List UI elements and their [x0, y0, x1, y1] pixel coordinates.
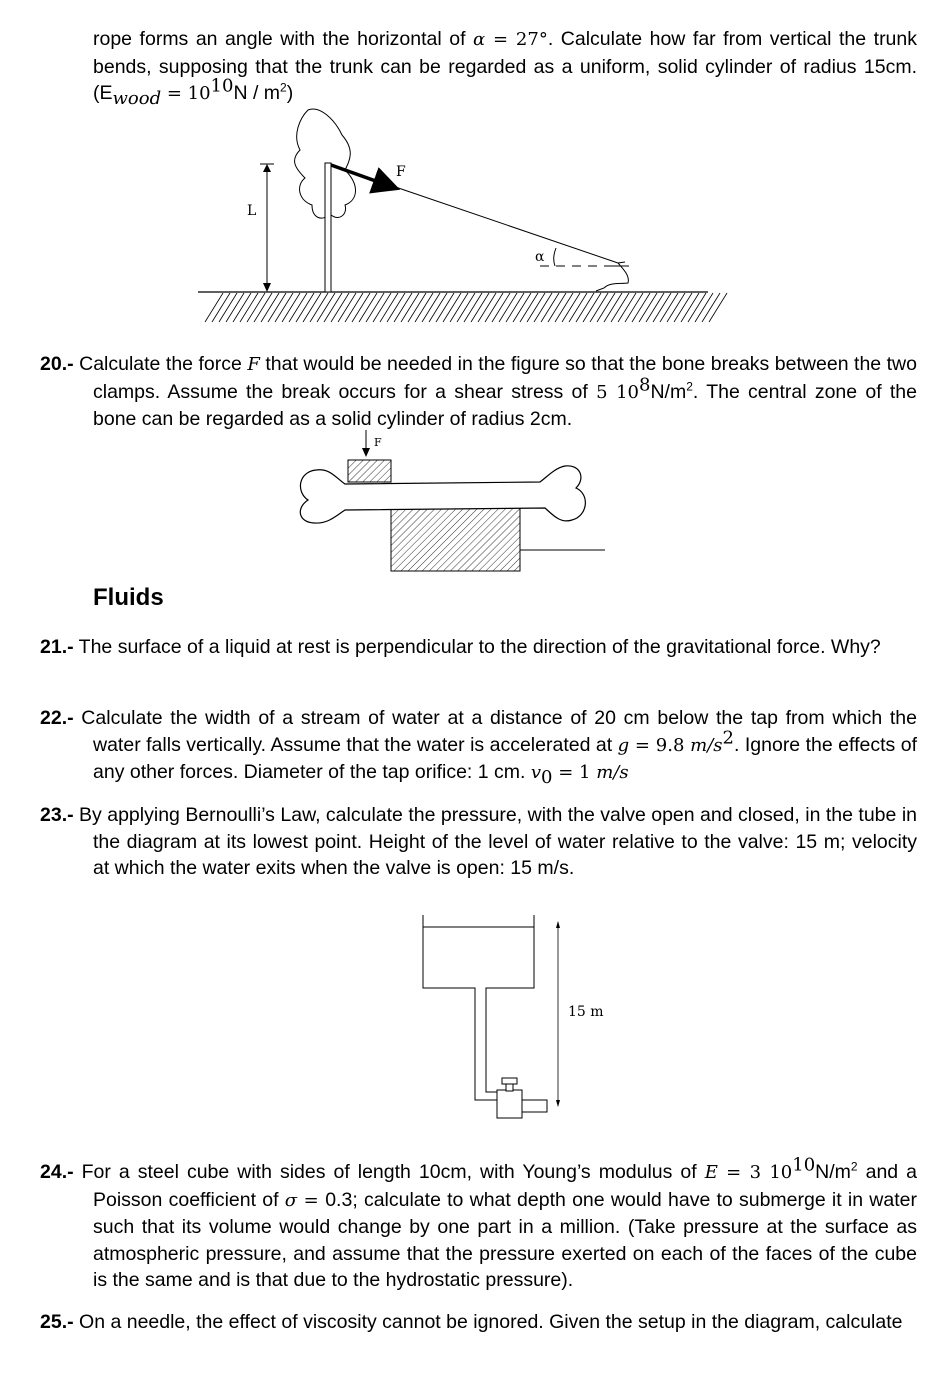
- section-title-fluids: Fluids: [93, 584, 164, 611]
- youngs-exp: 10: [792, 1154, 816, 1176]
- outlet-pipe: [522, 1100, 547, 1112]
- g-value: = 9.8: [629, 734, 691, 756]
- g-unit: m/s: [690, 734, 723, 756]
- p24-text-2: and a Poisson coefficient of: [93, 1161, 918, 1211]
- alpha-symbol: α: [473, 29, 486, 50]
- p21-text: The surface of a liquid at rest is perpendicular to the direction of the gravitational force. Why?: [73, 636, 881, 658]
- height-15m-label: 15 m: [568, 1004, 604, 1020]
- problem-25: [40, 1309, 917, 1336]
- youngs-unit-exp: 2: [850, 1159, 858, 1174]
- angle-arc: [554, 248, 556, 266]
- tree-trunk: [325, 163, 331, 292]
- p20-text-1: Calculate the force: [73, 353, 248, 375]
- stress-exp: 8: [638, 374, 651, 395]
- stress-unit-exp: 2: [686, 379, 693, 393]
- problem-20-number: 20.-: [40, 353, 74, 375]
- problem-21: [40, 634, 917, 661]
- g-exp: 2: [722, 727, 734, 748]
- e-wood-exp: 10: [210, 75, 234, 97]
- alpha-value: = 27°: [485, 29, 548, 50]
- v-symbol: v: [530, 762, 542, 783]
- problem-22-number: 22.-: [40, 707, 74, 729]
- e-wood-eq: = 10: [161, 83, 211, 104]
- stress-unit: N/m: [650, 380, 687, 403]
- sigma-symbol: σ: [284, 1189, 298, 1211]
- v-subscript: 0: [541, 766, 553, 788]
- top-clamp: [348, 460, 391, 482]
- p24-text-3: ; calculate to what depth one would have to submerge it in water such that its volume would change by one part in a million. (Take pressure at the surface as atmospheric pressure, and assume that the pressure exerted on each of the faces of the cube is the same and is that due to the hydrostatic pressure).: [93, 1188, 917, 1291]
- force-label: F: [396, 164, 406, 180]
- p22-text-1: Calculate the width of a stream of water at a distance of 20 cm below the tap from which the water falls vertically. Assume that the water is accelerated at: [73, 707, 917, 756]
- p19-close: ): [286, 82, 294, 104]
- e-wood-unit-exp: 2: [280, 80, 287, 95]
- tree-rope-figure: [0, 0, 948, 340]
- youngs-unit: N/m: [815, 1161, 851, 1183]
- g-symbol: g: [617, 734, 630, 756]
- stress-value: 5 10: [596, 381, 639, 403]
- problem-23: [40, 802, 917, 882]
- problem-23-number: 23.-: [40, 804, 74, 826]
- p19-text-1: rope forms an angle with the horizontal of: [93, 28, 474, 50]
- height-label: L: [247, 203, 257, 219]
- angle-label: α: [535, 249, 545, 265]
- youngs-symbol: E: [704, 1162, 718, 1183]
- p19-text-2: . Calculate how far from vertical the trunk bends, supposing that the trunk can be regarded as a uniform, solid cylinder of radius 15cm. (E: [93, 28, 917, 104]
- p24-text-1: For a steel cube with sides of length 10cm, with Young’s modulus of: [73, 1161, 705, 1183]
- problem-21-number: 21.-: [40, 636, 74, 658]
- problem-22: [40, 705, 917, 787]
- p23-text: By applying Bernoulli’s Law, calculate the pressure, with the valve open and closed, in the tube in the diagram at its lowest point. Height of the level of water relative to the valve: 15 m; velocity at which the water exits when the valve is open: 15 m/s.: [73, 804, 917, 879]
- youngs-value: = 3 10: [717, 1162, 793, 1183]
- sigma-value: 0.3: [325, 1188, 353, 1211]
- problem-25-number: 25.-: [40, 1311, 74, 1333]
- p22-text-2: . Ignore the effects of any other forces. Diameter of the tap orifice: 1 cm.: [93, 733, 917, 783]
- rope: [331, 165, 618, 263]
- tank-valve-figure: [0, 900, 948, 1140]
- valve-handle: [502, 1078, 517, 1084]
- v-unit: m/s: [596, 762, 629, 783]
- p25-text: On a needle, the effect of viscosity cannot be ignored. Given the setup in the diagram, calculate: [73, 1311, 903, 1333]
- sigma-eq: =: [297, 1189, 326, 1211]
- ground-hatch: [205, 293, 727, 322]
- valve-body: [497, 1090, 522, 1118]
- v-value: = 1: [552, 762, 597, 783]
- problem-24-number: 24.-: [40, 1161, 74, 1183]
- bone-force-label: F: [374, 436, 382, 449]
- p20-text-3: . The central zone of the bone can be regarded as a solid cylinder of radius 2cm.: [93, 380, 917, 430]
- bottom-clamp: [391, 508, 520, 571]
- e-wood-subscript: wood: [112, 87, 162, 109]
- e-wood-unit: N / m: [233, 82, 281, 104]
- p20-text-2: that would be needed in the figure so that the bone breaks between the two clamps. Assume the break occurs for a shear stress of: [93, 353, 917, 403]
- force-symbol: F: [247, 354, 260, 375]
- problem-24: [40, 1154, 918, 1294]
